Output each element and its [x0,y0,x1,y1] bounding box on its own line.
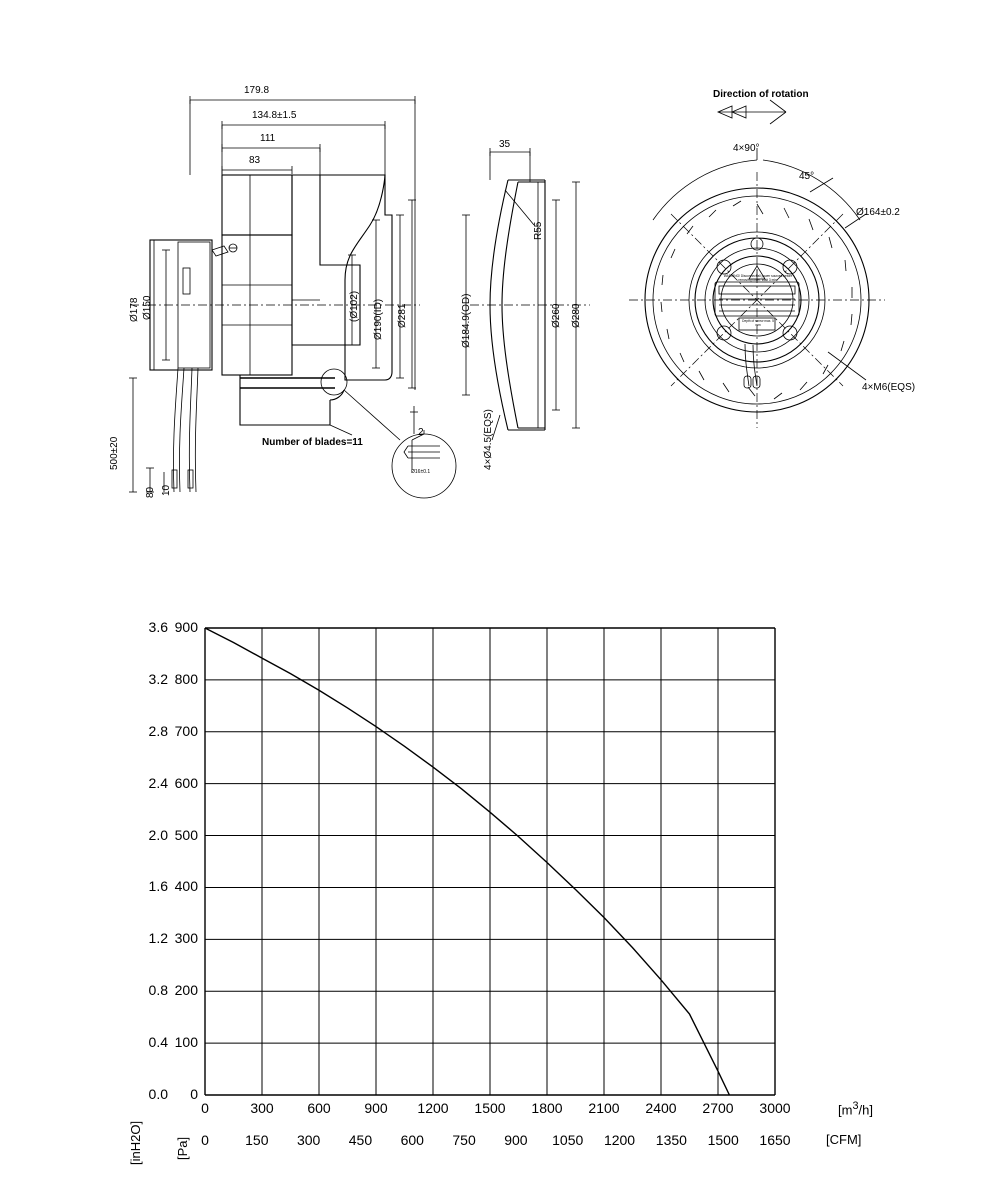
axis-tick: 1500 [474,1100,506,1116]
axis-tick: 700 [174,722,198,739]
axis-tick: 600 [307,1100,331,1116]
axis-tick: 0.8 [148,982,168,999]
axis-tick: 300 [250,1100,274,1116]
dim-d164: Ø164±0.2 [856,207,900,218]
x-axis-label-cfm: [CFM] [826,1132,862,1147]
axis-tick: 450 [348,1132,373,1148]
axis-tick: 2.4 [148,774,168,791]
dim-111: 111 [260,133,276,144]
dim-d281: Ø281 [397,303,408,328]
axis-tick: 3000 [759,1100,791,1116]
axis-tick: 800 [174,670,198,687]
label-warning: WARNING! Disconnect all power sources before removing cover. Wait 3 min. [723,274,793,282]
axis-tick: 1500 [707,1132,739,1148]
dim-35: 35 [499,139,511,150]
label-sensor-depth: Depth of screw max. 5 mm [742,319,774,327]
axis-tick: 900 [174,619,198,635]
dim-side-holes: 4×Ø4.5(EQS) [483,409,494,470]
dim-179-8: 179.8 [244,85,270,96]
dim-d280: Ø280 [571,303,582,328]
axis-tick: 1800 [531,1100,563,1116]
note-blades: Number of blades=11 [262,437,363,448]
dim-d260: Ø260 [551,303,562,328]
dim-wire-length: 500±20 [109,436,120,470]
axis-tick: 2100 [588,1100,620,1116]
technical-drawing [0,0,990,540]
dim-83: 83 [249,155,261,166]
axis-tick: 1350 [655,1132,687,1148]
dim-d1849: Ø184.9(OD) [461,293,472,348]
axis-tick: 200 [174,982,198,999]
axis-tick: 2.8 [148,722,168,739]
axis-tick: 600 [400,1132,424,1148]
axis-tick: 900 [504,1132,528,1148]
axis-tick: 1650 [759,1132,791,1148]
axis-tick: 750 [452,1132,476,1148]
dim-d150: Ø150 [142,295,153,320]
dim-d190: Ø190(ID) [373,298,384,340]
axis-tick: 0 [201,1132,209,1148]
dim-d178: Ø178 [129,297,140,322]
dim-r55: R55 [533,221,544,240]
axis-tick: 0 [201,1100,209,1116]
axis-tick: 2700 [702,1100,734,1116]
rotation-arrow [718,100,786,124]
dim-10: 10 [161,484,172,496]
axis-tick: 2400 [645,1100,677,1116]
chart-svg [0,540,990,1180]
y-axis-label-pa: [Pa] [175,1136,190,1160]
dim-detail-bore: Ø16±0.1 [411,469,431,475]
axis-tick: 150 [245,1132,269,1148]
dim-4xm6: 4×M6(EQS) [862,382,916,393]
axis-tick: 1050 [552,1132,584,1148]
axis-tick: 1200 [603,1132,636,1148]
axis-tick: 500 [174,826,198,843]
axis-tick: 100 [174,1034,198,1051]
axis-tick: 0 [190,1086,198,1102]
x-axis-label-m3h: $[m^3/h]$ [838,1100,873,1118]
axis-tick: 600 [174,774,198,791]
y-axis-label-inh2o: [inH2O] [128,1120,143,1165]
axis-tick: 1200 [417,1100,449,1116]
axis-tick: 0.4 [148,1034,168,1051]
axis-tick: 300 [296,1132,321,1148]
dim-134-8: 134.8±1.5 [252,110,297,121]
axis-tick: 3.2 [148,670,168,687]
axis-tick: 2.0 [148,826,168,843]
axis-tick: 0.0 [148,1086,168,1102]
dim-45: 45° [799,171,815,182]
axis-tick: 1.2 [148,930,168,947]
dim-4x90: 4×90° [733,143,760,154]
axis-tick: 900 [364,1100,388,1116]
dim-80: 80 [145,486,156,498]
performance-chart [0,540,990,1180]
axis-tick: 300 [174,930,198,947]
axis-tick: 1.6 [148,878,168,895]
dim-d102: (Ø102) [349,290,360,322]
axis-tick: 3.6 [148,619,168,635]
axis-tick: 400 [174,878,198,895]
drawing-svg [0,0,990,540]
dim-detail-2: 2 [418,427,424,438]
label-direction-of-rotation: Direction of rotation [713,89,809,100]
